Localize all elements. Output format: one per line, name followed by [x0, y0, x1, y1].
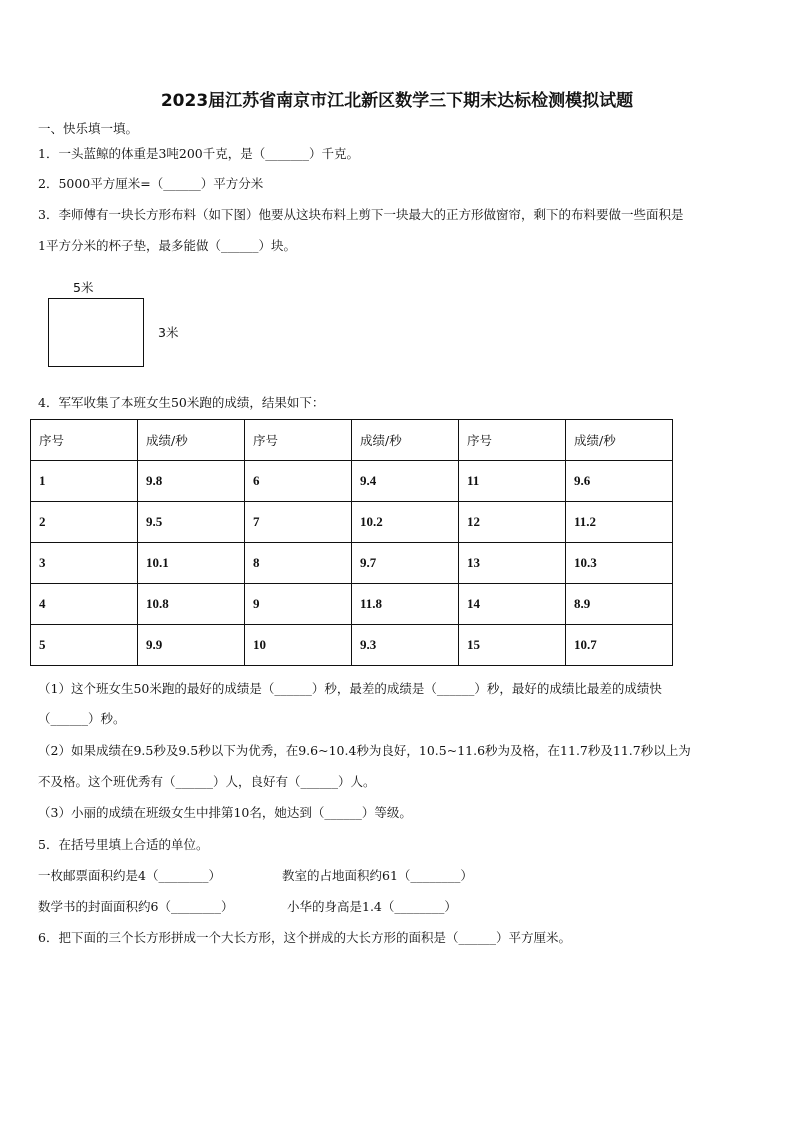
table-cell: 10.8: [138, 584, 245, 625]
figure-top-label: 5米: [73, 280, 94, 295]
question-4-1-line-1: （1）这个班女生50米跑的最好的成绩是（______）秒，最差的成绩是（______）秒，最好的成绩比最差的成绩快: [38, 681, 662, 696]
table-cell: 12: [459, 502, 566, 543]
table-row: [31, 625, 673, 666]
question-6: 6．把下面的三个长方形拼成一个大长方形，这个拼成的大长方形的面积是（______）平方厘米。: [38, 930, 571, 945]
table-cell: 10: [245, 625, 352, 666]
question-5-item-d: 小华的身高是1.4（________）: [287, 899, 457, 914]
question-4-1-line-2: （______）秒。: [38, 711, 126, 726]
question-3-line-1: 3．李师傅有一块长方形布料（如下图）他要从这块布料上剪下一块最大的正方形做窗帘，剩下的布料要做一些面积是: [38, 207, 684, 222]
table-row: [31, 543, 673, 584]
section-heading: 一、快乐填一填。: [38, 121, 139, 136]
table-cell: 3: [31, 543, 138, 584]
table-row: [31, 502, 673, 543]
question-5-item-a: 一枚邮票面积约是4（________）: [38, 868, 221, 883]
table-cell: 6: [245, 461, 352, 502]
question-2: 2．5000平方厘米=（______）平方分米: [38, 176, 264, 191]
table-header-cell: 序号: [459, 420, 566, 461]
question-5: 5．在括号里填上合适的单位。: [38, 837, 209, 852]
table-cell: 9.5: [138, 502, 245, 543]
table-cell: 10.3: [566, 543, 673, 584]
table-cell: 10.2: [352, 502, 459, 543]
table-header-cell: 成绩/秒: [352, 420, 459, 461]
table-cell: 8: [245, 543, 352, 584]
table-cell: 1: [31, 461, 138, 502]
table-cell: 4: [31, 584, 138, 625]
table-cell: 11: [459, 461, 566, 502]
table-cell: 10.1: [138, 543, 245, 584]
table-cell: 9.8: [138, 461, 245, 502]
table-header-cell: 成绩/秒: [138, 420, 245, 461]
question-4-3: （3）小丽的成绩在班级女生中排第10名，她达到（______）等级。: [38, 805, 412, 820]
table-cell: 9: [245, 584, 352, 625]
table-cell: 9.4: [352, 461, 459, 502]
scores-table: [30, 419, 673, 666]
question-4-2-line-1: （2）如果成绩在9.5秒及9.5秒以下为优秀，在9.6~10.4秒为良好，10.5~11.6秒为及格，在11.7秒及11.7秒以上为: [38, 743, 691, 758]
table-cell: 15: [459, 625, 566, 666]
question-4-intro: 4．军军收集了本班女生50米跑的成绩，结果如下：: [38, 395, 325, 410]
table-row: [31, 584, 673, 625]
question-1: 1．一头蓝鲸的体重是3吨200千克，是（_______）千克。: [38, 146, 360, 161]
page-title: 2023届江苏省南京市江北新区数学三下期末达标检测模拟试题: [160, 91, 634, 111]
table-header-cell: 序号: [245, 420, 352, 461]
figure-side-label: 3米: [158, 325, 179, 340]
table-header-row: [31, 420, 673, 461]
table-cell: 5: [31, 625, 138, 666]
table-cell: 10.7: [566, 625, 673, 666]
table-cell: 2: [31, 502, 138, 543]
table-row: [31, 461, 673, 502]
table-cell: 13: [459, 543, 566, 584]
table-cell: 11.8: [352, 584, 459, 625]
table-cell: 8.9: [566, 584, 673, 625]
table-header-cell: 序号: [31, 420, 138, 461]
question-4-2-line-2: 不及格。这个班优秀有（______）人，良好有（______）人。: [38, 774, 376, 789]
rectangle-figure: [48, 298, 144, 367]
table-header-cell: 成绩/秒: [566, 420, 673, 461]
table-cell: 9.6: [566, 461, 673, 502]
table-cell: 7: [245, 502, 352, 543]
question-5-item-b: 教室的占地面积约61（________）: [282, 868, 473, 883]
table-cell: 9.3: [352, 625, 459, 666]
table-cell: 9.9: [138, 625, 245, 666]
table-cell: 14: [459, 584, 566, 625]
question-5-item-c: 数学书的封面面积约6（________）: [38, 899, 234, 914]
question-3-line-2: 1平方分米的杯子垫，最多能做（______）块。: [38, 238, 296, 253]
table-cell: 11.2: [566, 502, 673, 543]
table-cell: 9.7: [352, 543, 459, 584]
